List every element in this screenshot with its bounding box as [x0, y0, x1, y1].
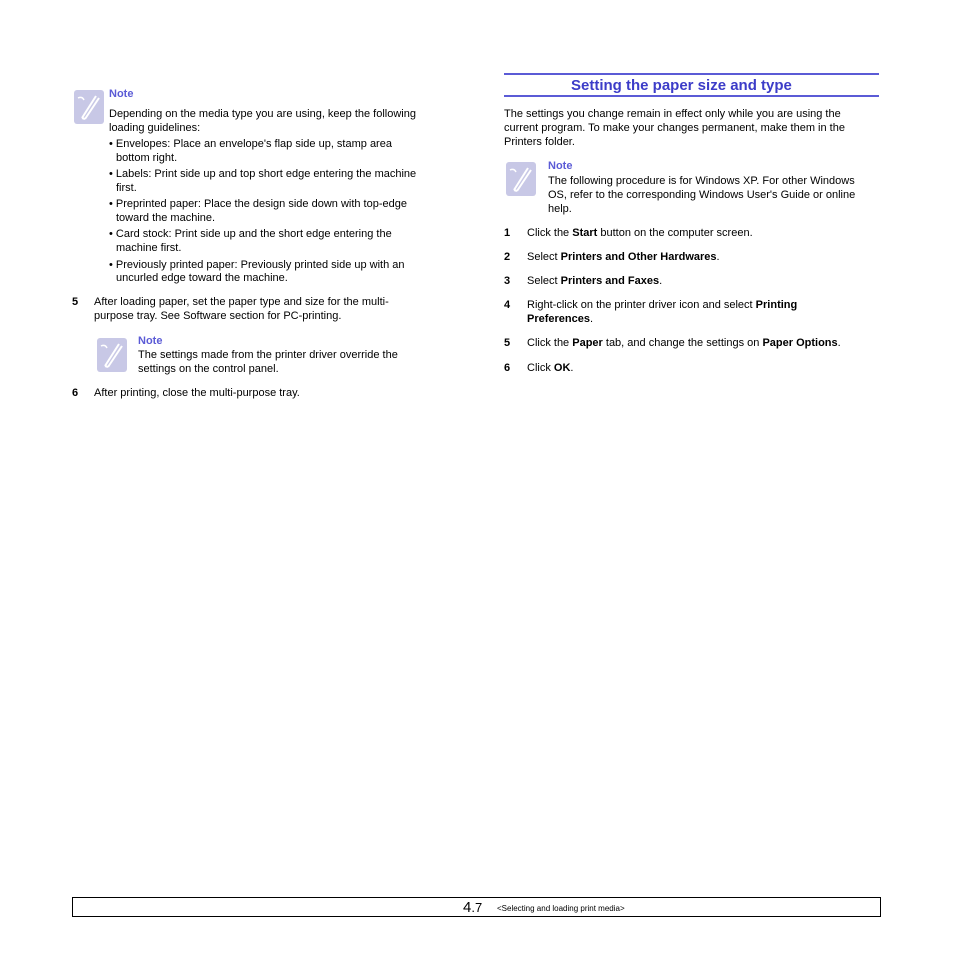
note-text: OS, refer to the corresponding Windows User's Guide or online: [548, 189, 856, 201]
step-text: Select Printers and Faxes.: [527, 275, 663, 287]
step-text: Click the Start button on the computer screen.: [527, 227, 753, 239]
step-number: 3: [504, 275, 511, 287]
step-number: 5: [504, 337, 511, 349]
step-text: Preferences.: [527, 313, 594, 325]
bullet-item: • Labels: Print side up and top short edge entering the machine: [109, 168, 417, 180]
intro-text: The settings you change remain in effect only while you are using the: [504, 108, 841, 120]
note-pencil-icon: [95, 336, 129, 374]
intro-text: current program. To make your changes permanent, make them in the: [504, 122, 845, 134]
step-number: 2: [504, 251, 511, 263]
bullet-item-cont: toward the machine.: [116, 212, 216, 224]
step-text: Select Printers and Other Hardwares.: [527, 251, 720, 263]
bullet-item: • Envelopes: Place an envelope's flap side up, stamp area: [109, 138, 392, 150]
note-title: Note: [548, 160, 573, 172]
note-text: The settings made from the printer driver override the: [138, 349, 398, 361]
note-text: settings on the control panel.: [138, 363, 279, 375]
step-text: Click the Paper tab, and change the settings on Paper Options.: [527, 337, 841, 349]
step-number: 5: [72, 296, 79, 308]
step-text: Click OK.: [527, 362, 574, 374]
bullet-item: • Previously printed paper: Previously printed side up with an: [109, 259, 405, 271]
step-number: 6: [504, 362, 511, 374]
note-pencil-icon: [504, 160, 538, 198]
note-text: Depending on the media type you are using, keep the following: [109, 108, 416, 120]
note-title: Note: [109, 88, 134, 100]
note-text: The following procedure is for Windows XP. For other Windows: [548, 175, 855, 187]
step-text: purpose tray. See Software section for PC-printing.: [94, 310, 342, 322]
intro-text: Printers folder.: [504, 136, 575, 148]
section-heading-text: Setting the paper size and type: [571, 77, 792, 94]
step-text: After printing, close the multi-purpose tray.: [94, 387, 300, 399]
step-number: 6: [72, 387, 79, 399]
bullet-item-cont: first.: [116, 182, 137, 194]
note-pencil-icon: [72, 88, 106, 126]
note-text: help.: [548, 203, 572, 215]
section-heading: [504, 73, 879, 97]
bullet-item-cont: machine first.: [116, 242, 182, 254]
section-label: <Selecting and loading print media>: [497, 904, 625, 913]
note-title: Note: [138, 335, 163, 347]
bullet-item-cont: uncurled edge toward the machine.: [116, 272, 288, 284]
step-text: Right-click on the printer driver icon and select Printing: [527, 299, 798, 311]
bullet-item: • Preprinted paper: Place the design side down with top-edge: [109, 198, 407, 210]
bullet-item-cont: bottom right.: [116, 152, 178, 164]
step-text: After loading paper, set the paper type and size for the multi-: [94, 296, 389, 308]
step-number: 4: [504, 299, 511, 311]
page-footer: [72, 897, 881, 917]
step-number: 1: [504, 227, 511, 239]
page-number: 4.7: [463, 899, 483, 916]
bullet-item: • Card stock: Print side up and the short edge entering the: [109, 228, 392, 240]
note-text: loading guidelines:: [109, 122, 201, 134]
